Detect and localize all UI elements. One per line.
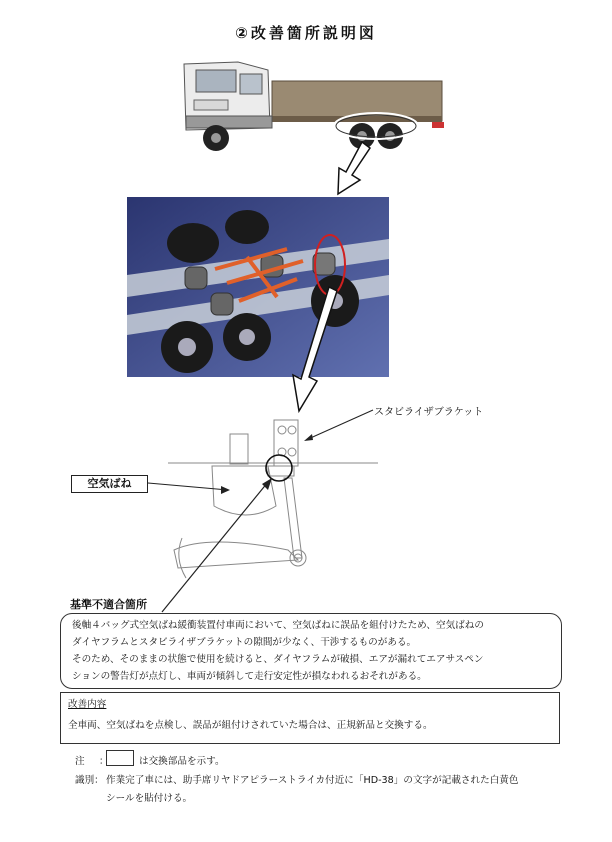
identification-line: 作業完了車には、助手席リヤドアピラーストライカ付近に「HD-38」の文字が記載された白黄色 <box>106 775 519 786</box>
nonconformity-line: 後軸４バッグ式空気ばね緩衝装置付車両において、空気ばねに誤品を組付けたため、空気ばねの <box>72 620 484 631</box>
identification-line: シールを貼付ける。 <box>106 793 193 804</box>
page-title: ②改善箇所説明図 <box>235 24 377 42</box>
improvement-heading: 改善内容 <box>68 699 107 710</box>
nonconformity-line: ダイヤフラムとスタビライザブラケットの隙間が少なく、干渉するものがある。 <box>72 637 417 648</box>
note-colon: ： <box>99 756 109 767</box>
nonconformity-line: ションの警告灯が点灯し、車両が傾斜して走行安定性が損なわれるおそれがある。 <box>72 671 427 682</box>
nonconformity-line: そのため、そのままの状態で使用を続けると、ダイヤフラムが破損、エアが漏れてエアサスペン <box>72 654 484 665</box>
nonconformity-heading: 基準不適合箇所 <box>70 598 147 611</box>
air-spring-label: 空気ばね <box>71 475 148 493</box>
identification-text <box>106 772 526 808</box>
note-text: は交換部品を示す。 <box>139 756 225 767</box>
replacement-part-swatch <box>106 750 134 766</box>
stabilizer-bracket-label: スタビライザブラケット <box>374 407 484 418</box>
improvement-text: 全車両、空気ばねを点検し、誤品が組付けされていた場合は、正規新品と交換する。 <box>68 720 433 731</box>
identification-label: 識別： <box>75 775 104 786</box>
nonconformity-text <box>72 617 552 685</box>
note-label: 注 <box>75 756 85 767</box>
